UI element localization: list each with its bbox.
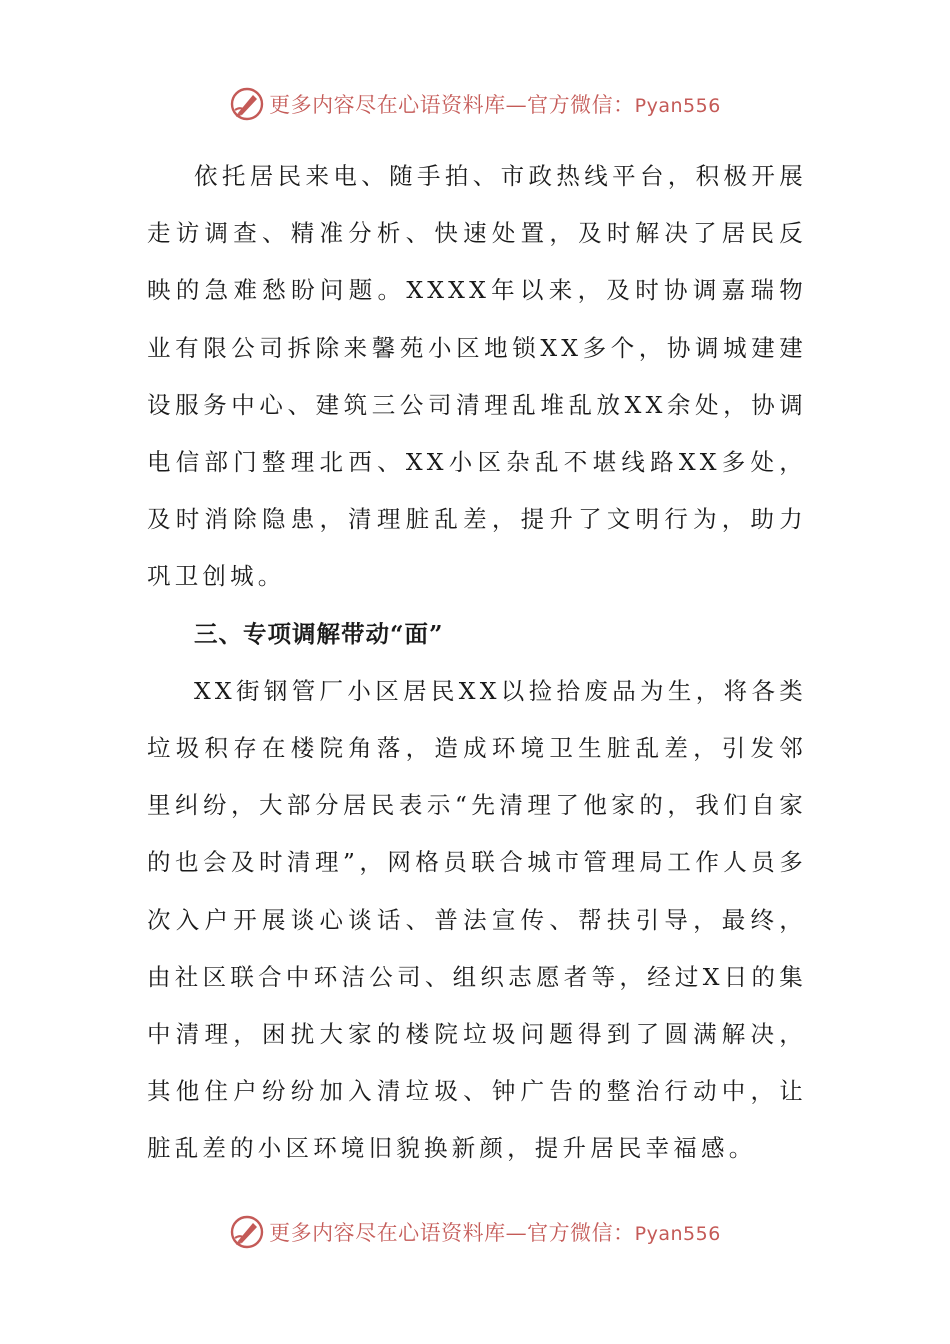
- watermark-label: 更多内容尽在心语资料库—官方微信：: [269, 1221, 635, 1245]
- watermark-account: Pyan556: [634, 1223, 721, 1245]
- watermark-text: [269, 1217, 721, 1247]
- pen-logo-icon: [229, 86, 265, 122]
- watermark-account: Pyan556: [634, 95, 721, 117]
- pen-logo-icon: [229, 1214, 265, 1250]
- header-watermark-banner: [0, 84, 950, 124]
- document-body: [147, 148, 807, 1178]
- watermark-label: 更多内容尽在心语资料库—官方微信：: [269, 93, 635, 117]
- paragraph: XX街钢管厂小区居民XX以捡拾废品为生，将各类垃圾积存在楼院角落，造成环境卫生脏乱差，引发邻里纠纷，大部分居民表示“先清理了他家的，我们自家的也会及时清理”，网格员联合城市管理局工作人员多次入户开展谈心谈话、普法宣传、帮扶引导，最终，由社区联合中环洁公司、组织志愿者等，经过X日的集中清理，困扰大家的楼院垃圾问题得到了圆满解决，其他住户纷纷加入清垃圾、钟广告的整治行动中，让脏乱差的小区环境旧貌换新颜，提升居民幸福感。: [147, 676, 807, 1163]
- section-heading: 三、专项调解带动“面”: [194, 619, 444, 648]
- footer-watermark-banner: [0, 1212, 950, 1252]
- watermark-text: [269, 89, 721, 119]
- paragraph: 依托居民来电、随手拍、市政热线平台，积极开展走访调查、精准分析、快速处置，及时解决了居民反映的急难愁盼问题。XXXX年以来，及时协调嘉瑞物业有限公司拆除来馨苑小区地锁XX多个，协调城建建设服务中心、建筑三公司清理乱堆乱放XX余处，协调电信部门整理北西、XX小区杂乱不堪线路XX多处，及时消除隐患，清理脏乱差，提升了文明行为，助力巩卫创城。: [147, 162, 807, 591]
